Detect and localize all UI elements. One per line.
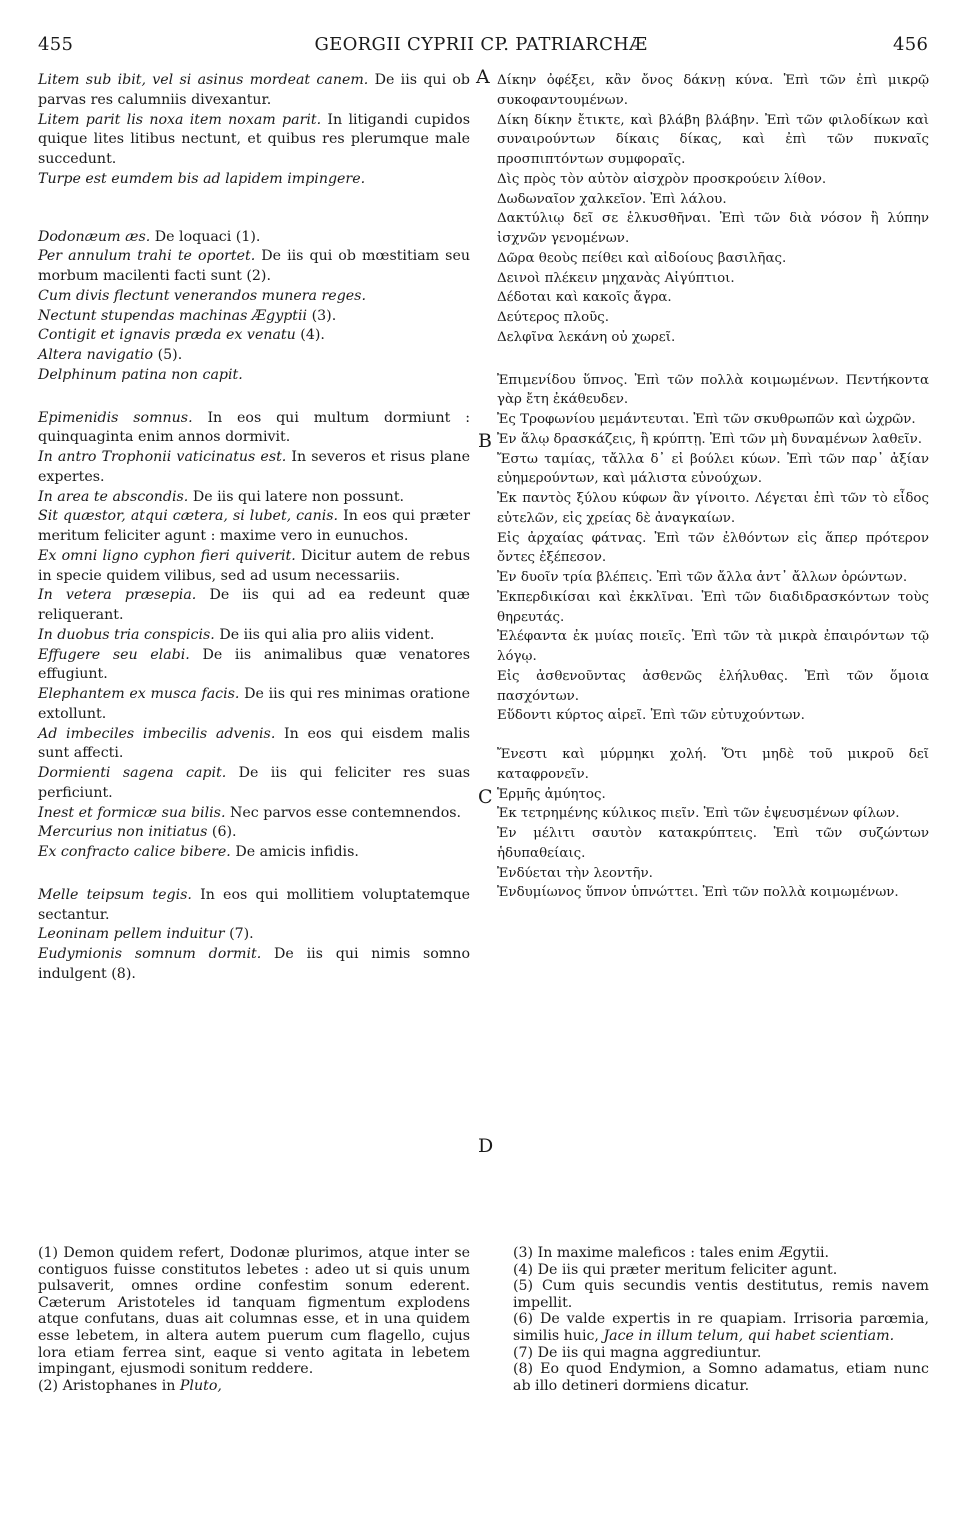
latin-entry: Leoninam pellem induitur (7). xyxy=(38,926,254,943)
greek-entry: Δεύτερος πλοῦς. xyxy=(497,310,610,325)
footnote-5: (5) Cum quis secundis ventis destitutus, remis navem impellit. xyxy=(513,1278,929,1311)
latin-entry: Ex confracto calice bibere. De amicis infidis. xyxy=(38,844,359,860)
latin-entry: Inest et formicæ sua bilis. Nec parvos esse contemnendos. xyxy=(38,804,462,821)
greek-entry: Ἐν δυοῖν τρία βλέπεις. Ἐπὶ τῶν ἄλλα ἀντ᾽ ἄλλων ὁρώντων. xyxy=(497,570,908,585)
latin-entry: Litem sub ibit, vel si asinus mordeat canem. De iis qui ob parvas res calumniis divexantur. xyxy=(38,72,470,108)
latin-entry: Eudymionis somnum dormit. De iis qui nimis somno indulgent (8). xyxy=(38,946,470,982)
latin-entry: In area te abscondis. De iis qui latere non possunt. xyxy=(38,488,405,505)
latin-entry: Elephantem ex musca facis. De iis qui res minimas oratione extollunt. xyxy=(38,686,471,722)
latin-entry: Melle teipsum tegis. In eos qui mollitiem voluptatemque sectantur. xyxy=(38,886,470,923)
latin-entry: Contigit et ignavis præda ex venatu (4). xyxy=(38,327,325,344)
greek-entry: Δὶς πρὸς τὸν αὐτὸν αἰσχρὸν προσκρούειν λίθον. xyxy=(497,171,827,187)
latin-entry: Ad imbeciles imbecilis advenis. In eos qui eisdem malis sunt affecti. xyxy=(38,725,470,762)
latin-entry: Sit quæstor, atqui cætera, si lubet, canis. In eos qui præter meritum feliciter agunt : maxime vero in eunuchos. xyxy=(38,508,470,544)
latin-entry: Turpe est eumdem bis ad lapidem impingere. xyxy=(38,170,366,187)
greek-entry: Δεινοὶ πλέκειν μηχανὰς Αἰγύπτιοι. xyxy=(497,270,735,286)
greek-entry: Ἔνεστι καὶ μύρμηκι χολή. Ὅτι μηδὲ τοῦ μικροῦ δεῖ καταφρονεῖν. xyxy=(497,747,929,782)
footnotes-right xyxy=(513,1245,929,1394)
footnotes-left xyxy=(38,1245,470,1394)
greek-entry: Ἐν ἅλῳ δρασκάζεις, ἢ κρύπτῃ. Ἐπὶ τῶν μὴ δυναμένων λαθεῖν. xyxy=(497,431,923,447)
greek-entry: Ἐκ τετρημένης κύλικος πιεῖν. Ἐπὶ τῶν ἐψευσμένων φίλων. xyxy=(497,806,900,822)
greek-entry: Δίκη δίκην ἔτικτε, καὶ βλάβη βλάβην. Ἐπὶ τῶν φιλοδίκων καὶ συναιρούντων δίκαις δίκας, καὶ ἐπὶ τῶν πυκναῖς προσπιπτόντων συμφοραῖς. xyxy=(497,112,929,167)
greek-entry: Ἐλέφαντα ἐκ μυίας ποιεῖς. Ἐπὶ τῶν τὰ μικρὰ ἐπαιρόντων τῷ λόγῳ. xyxy=(497,629,929,664)
latin-entry: Dodonæum æs. De loquaci (1). xyxy=(38,228,261,245)
greek-entry: Εὕδοντι κύρτος αἱρεῖ. Ἐπὶ τῶν εὐτυχούντων. xyxy=(497,708,805,724)
page-number-right: 456 xyxy=(893,34,929,55)
latin-entry: Mercurius non initiatus (6). xyxy=(38,824,237,841)
greek-column xyxy=(497,71,929,903)
footnote-2: (2) Aristophanes in Pluto, xyxy=(38,1377,222,1394)
latin-entry: In duobus tria conspicis. De iis qui alia pro aliis vident. xyxy=(38,626,435,643)
latin-entry: Litem parit lis noxa item noxam parit. In litigandi cupidos quique lites litibus nectunt, et quibus res plerumque male succedunt. xyxy=(38,111,470,167)
greek-entry: Εἰς ἀσθενοῦντας ἀσθενῶς ἐλήλυθας. Ἐπὶ τῶν ὅμοια πασχόντων. xyxy=(497,668,929,704)
greek-entry: Ἐν μέλιτι σαυτὸν κατακρύπτεις. Ἐπὶ τῶν συζώντων ἡδυπαθείαις. xyxy=(497,826,929,861)
greek-entry: Εἰς ἀρχαίας φάτνας. Ἐπὶ τῶν ἐλθόντων εἰς ἅπερ πρότερον ὄντες ἐξέπεσον. xyxy=(497,530,929,566)
greek-entry: Ἐκπερδικίσαι καὶ ἐκκλῖναι. Ἐπὶ τῶν διαδιδρασκόντων τοὺς θηρευτάς. xyxy=(497,589,929,625)
footnote-3: (3) In maxime maleficos : tales enim Ægytii. xyxy=(513,1245,830,1261)
latin-entry: Altera navigatio (5). xyxy=(38,347,183,363)
latin-entry: Effugere seu elabi. De iis animalibus quæ venatores effugiunt. xyxy=(38,646,470,683)
footnote-8: (8) Eo quod Endymion, a Somno adamatus, etiam nunc ab illo detineri dormiens dicatur. xyxy=(513,1361,929,1394)
greek-entry: Δωδωναῖον χαλκεῖον. Ἐπὶ λάλου. xyxy=(497,191,727,207)
section-marker-c: C xyxy=(478,786,493,808)
latin-entry: Ex omni ligno cyphon fieri quiverit. Dicitur autem de rebus in specie quidem vilibus, sed ad usum necessariis. xyxy=(38,547,471,584)
section-marker-b: B xyxy=(478,430,492,452)
footnote-7: (7) De iis qui magna aggrediuntur. xyxy=(513,1344,762,1361)
greek-entry: Δῶρα θεοὺς πείθει καὶ αἰδοίους βασιλῆας. xyxy=(497,250,787,266)
latin-entry: Per annulum trahi te oportet. De iis qui ob mœstitiam seu morbum macilenti facti sunt (2). xyxy=(38,248,470,284)
section-marker-d: D xyxy=(478,1135,494,1157)
footnote-4: (4) De iis qui præter meritum feliciter agunt. xyxy=(513,1261,838,1278)
greek-entry: Ἐπιμενίδου ὕπνος. Ἐπὶ τῶν πολλὰ κοιμωμένων. Πεντήκοντα γὰρ ἔτη ἐκάθευδεν. xyxy=(497,372,929,408)
latin-entry: In antro Trophonii vaticinatus est. In severos et risus plane expertes. xyxy=(38,449,470,485)
latin-column xyxy=(38,71,470,985)
greek-entry: Ἐνδυμίωνος ὕπνον ὑπνώττει. Ἐπὶ τῶν πολλὰ κοιμωμένων. xyxy=(497,885,899,901)
latin-entry: Delphinum patina non capit. xyxy=(38,366,243,383)
greek-entry: Ἑρμῆς ἀμύητος. xyxy=(497,786,606,802)
greek-entry: Δακτύλιῳ δεῖ σε ἑλκυσθῆναι. Ἐπὶ τῶν διὰ νόσον ἢ λύπην ἰσχνῶν γενομένων. xyxy=(497,211,929,246)
greek-entry: Ἐκ παντὸς ξύλου κύφων ἂν γίνοιτο. Λέγεται ἐπὶ τῶν τὸ εἶδος εὐτελῶν, εἰς χρείας δὲ ἀναγκαίων. xyxy=(497,491,929,526)
greek-entry: Ἔστω ταμίας, τἄλλα δ᾽ εἰ βούλει κύων. Ἐπὶ τῶν παρ᾽ ἀξίαν εὐημερούντων, καὶ μάλιστα εὐνούχων. xyxy=(497,451,929,487)
page-number-left: 455 xyxy=(38,34,74,55)
footnote-6: (6) De valde expertis in re quapiam. Irrisoria parœmia, similis huic, Jace in illum telum, qui habet scientiam. xyxy=(513,1311,929,1344)
latin-entry: In vetera præsepia. De iis qui ad ea redeunt quæ reliquerant. xyxy=(38,587,470,623)
latin-entry: Cum divis flectunt venerandos munera reges. xyxy=(38,287,366,304)
greek-entry: Ἐς Τροφωνίου μεμάντευται. Ἐπὶ τῶν σκυθρωπῶν καὶ ὠχρῶν. xyxy=(497,412,916,427)
section-marker-a: A xyxy=(476,66,490,88)
greek-entry: Δέδοται καὶ κακοῖς ἄγρα. xyxy=(497,290,672,306)
latin-entry: Epimenidis somnus. In eos qui multum dormiunt : quinquaginta enim annos dormivit. xyxy=(38,409,470,446)
latin-entry: Nectunt stupendas machinas Ægyptii (3). xyxy=(38,307,337,324)
running-title: GEORGII CYPRII CP. PATRIARCHÆ xyxy=(314,34,648,55)
footnote-1: (1) Demon quidem refert, Dodonæ plurimos, atque inter se contiguos fuisse constitutos lebetes : adeo ut si quis unum pulsaverit, omnes ordine confestim sonum ederent. Cæterum Aristoteles id tanquam figmentum explodens atque confutans, duas ait columnas esse, et in una quidem esse lebetem, in altera autem puerum cum flagello, cujus lora etiam ferrea sint, eaque si vento agitata in lebetem impingant, ejusmodi sonitum reddere. xyxy=(38,1245,470,1378)
greek-entry: Δίκην ὀφέξει, κἂν ὄνος δάκνῃ κύνα. Ἐπὶ τῶν ἐπὶ μικρῷ συκοφαντουμένων. xyxy=(497,73,929,108)
greek-entry: Δελφῖνα λεκάνη οὐ χωρεῖ. xyxy=(497,329,676,345)
latin-entry: Dormienti sagena capit. De iis qui feliciter res suas perficiunt. xyxy=(38,765,470,801)
greek-entry: Ἐνδύεται τὴν λεοντῆν. xyxy=(497,865,653,881)
